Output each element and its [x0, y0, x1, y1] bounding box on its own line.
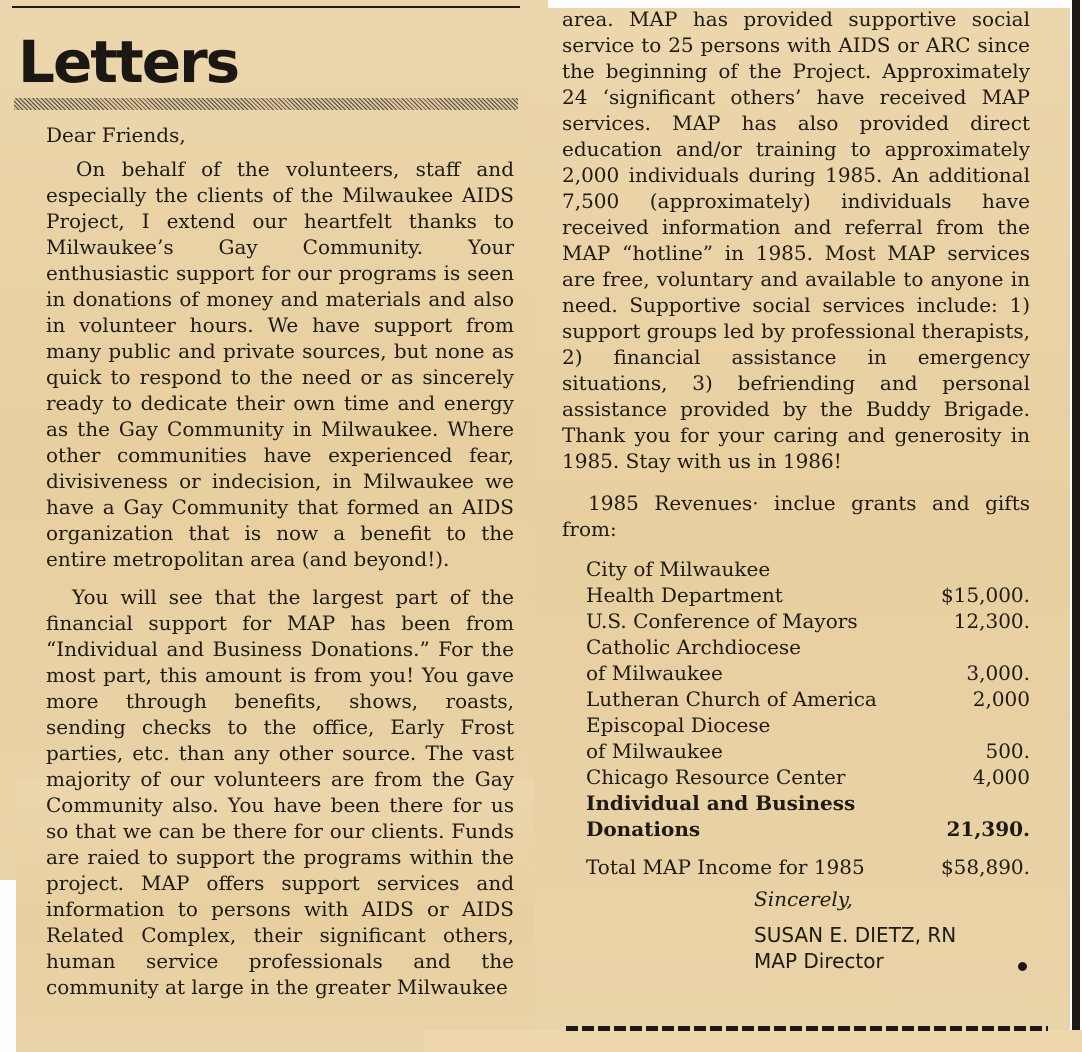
revenue-total-row — [586, 854, 1030, 880]
letter-paragraph-3: area. MAP has provided supportive social service to 25 persons with AIDS or ARC since the beginning of the Project. Approximately 24 ‘significant others’ have received MAP services. MAP has also provided direct education and/or training to approximately 2,000 individuals during 1985. An additional 7,500 (approximately) individuals have received information and referral from the MAP “hotline” in 1985. Most MAP services are free, voluntary and available to anyone in need. Supportive social services include: 1) support groups led by professional therapists, 2) financial assistance in emergency situations, 3) befriending and personal assistance provided by the Buddy Brigade. Thank you for your caring and generosity in 1985. Stay with us in 1986! — [562, 7, 1030, 473]
revenue-amount: $15,000. — [940, 583, 1030, 607]
letter-paragraph-1: On behalf of the volunteers, staff and especially the clients of the Milwaukee AIDS Project, I extend our heartfelt thanks to Milwaukee’s Gay Community. Your enthusiastic support for our programs is seen in donations of money and materials and also in volunteer hours. We have support from many public and private sources, but none as quick to respond to the need or as sincerely ready to dedicate their own time and energy as the Gay Community in Milwaukee. Where other communities have experienced fear, divisiveness or indecision, in Milwaukee we have a Gay Community that formed an AIDS organization that is now a benefit to the entire metropolitan area (and beyond!). — [46, 157, 514, 571]
revenue-row — [586, 608, 1030, 634]
revenue-amount: 2,000 — [972, 687, 1030, 711]
dashed-rule — [566, 1026, 1048, 1031]
heading-hatch-rule — [14, 98, 518, 110]
letter-right-column — [562, 6, 1030, 974]
column-rule-right — [1072, 0, 1080, 1030]
revenue-source: Donations — [586, 817, 701, 841]
revenue-row — [586, 764, 1030, 790]
revenue-row — [586, 790, 1030, 816]
letter-left-column — [46, 122, 514, 1000]
revenue-source: Chicago Resource Center — [586, 765, 846, 789]
signature-name: SUSAN E. DIETZ, RN — [754, 923, 957, 947]
end-bullet — [1018, 962, 1027, 971]
revenue-row — [586, 738, 1030, 764]
salutation: Dear Friends, — [46, 123, 186, 147]
revenue-table — [586, 556, 1030, 880]
revenue-source: Individual and Business — [586, 791, 856, 815]
newsprint-bottom-strip — [424, 1030, 1082, 1052]
revenue-source: Episcopal Diocese — [586, 713, 771, 737]
revenues-intro: 1985 Revenues· inclue grants and gifts from: — [562, 491, 1030, 541]
revenue-row — [586, 582, 1030, 608]
closing: Sincerely, — [754, 887, 853, 911]
revenue-row — [586, 660, 1030, 686]
revenue-source: of Milwaukee — [586, 661, 723, 685]
revenue-row — [586, 556, 1030, 582]
revenue-row — [586, 686, 1030, 712]
section-heading: Letters — [18, 28, 239, 96]
revenue-amount: 21,390. — [946, 817, 1030, 841]
revenue-amount: 3,000. — [966, 661, 1030, 685]
revenue-amount: 500. — [985, 739, 1030, 763]
signature-title: MAP Director — [754, 949, 884, 973]
top-rule — [12, 6, 520, 8]
revenue-amount: 4,000 — [972, 765, 1030, 789]
revenue-row — [586, 816, 1030, 842]
revenue-row — [586, 634, 1030, 660]
signoff — [754, 886, 1030, 974]
revenue-amount: 12,300. — [953, 609, 1030, 633]
revenue-source: U.S. Conference of Mayors — [586, 609, 858, 633]
total-amount: $58,890. — [940, 855, 1030, 879]
revenue-source: of Milwaukee — [586, 739, 723, 763]
revenue-row — [586, 712, 1030, 738]
revenue-source: City of Milwaukee — [586, 557, 771, 581]
total-label: Total MAP Income for 1985 — [586, 855, 865, 879]
revenue-source: Health Department — [586, 583, 783, 607]
letter-paragraph-2: You will see that the largest part of the financial support for MAP has been from “Individual and Business Donations.” For the most part, this amount is from you! You gave more through benefits, shows, roasts, sending checks to the office, Early Frost parties, etc. than any other source. The vast majority of our volunteers are from the Gay Community also. You have been there for us so that we can be there for our clients. Funds are raied to support the programs within the project. MAP offers support services and information to persons with AIDS or AIDS Related Complex, their significant others, human service professionals and the community at large in the greater Milwaukee — [46, 585, 514, 999]
revenue-source: Catholic Archdiocese — [586, 635, 801, 659]
revenue-source: Lutheran Church of America — [586, 687, 877, 711]
